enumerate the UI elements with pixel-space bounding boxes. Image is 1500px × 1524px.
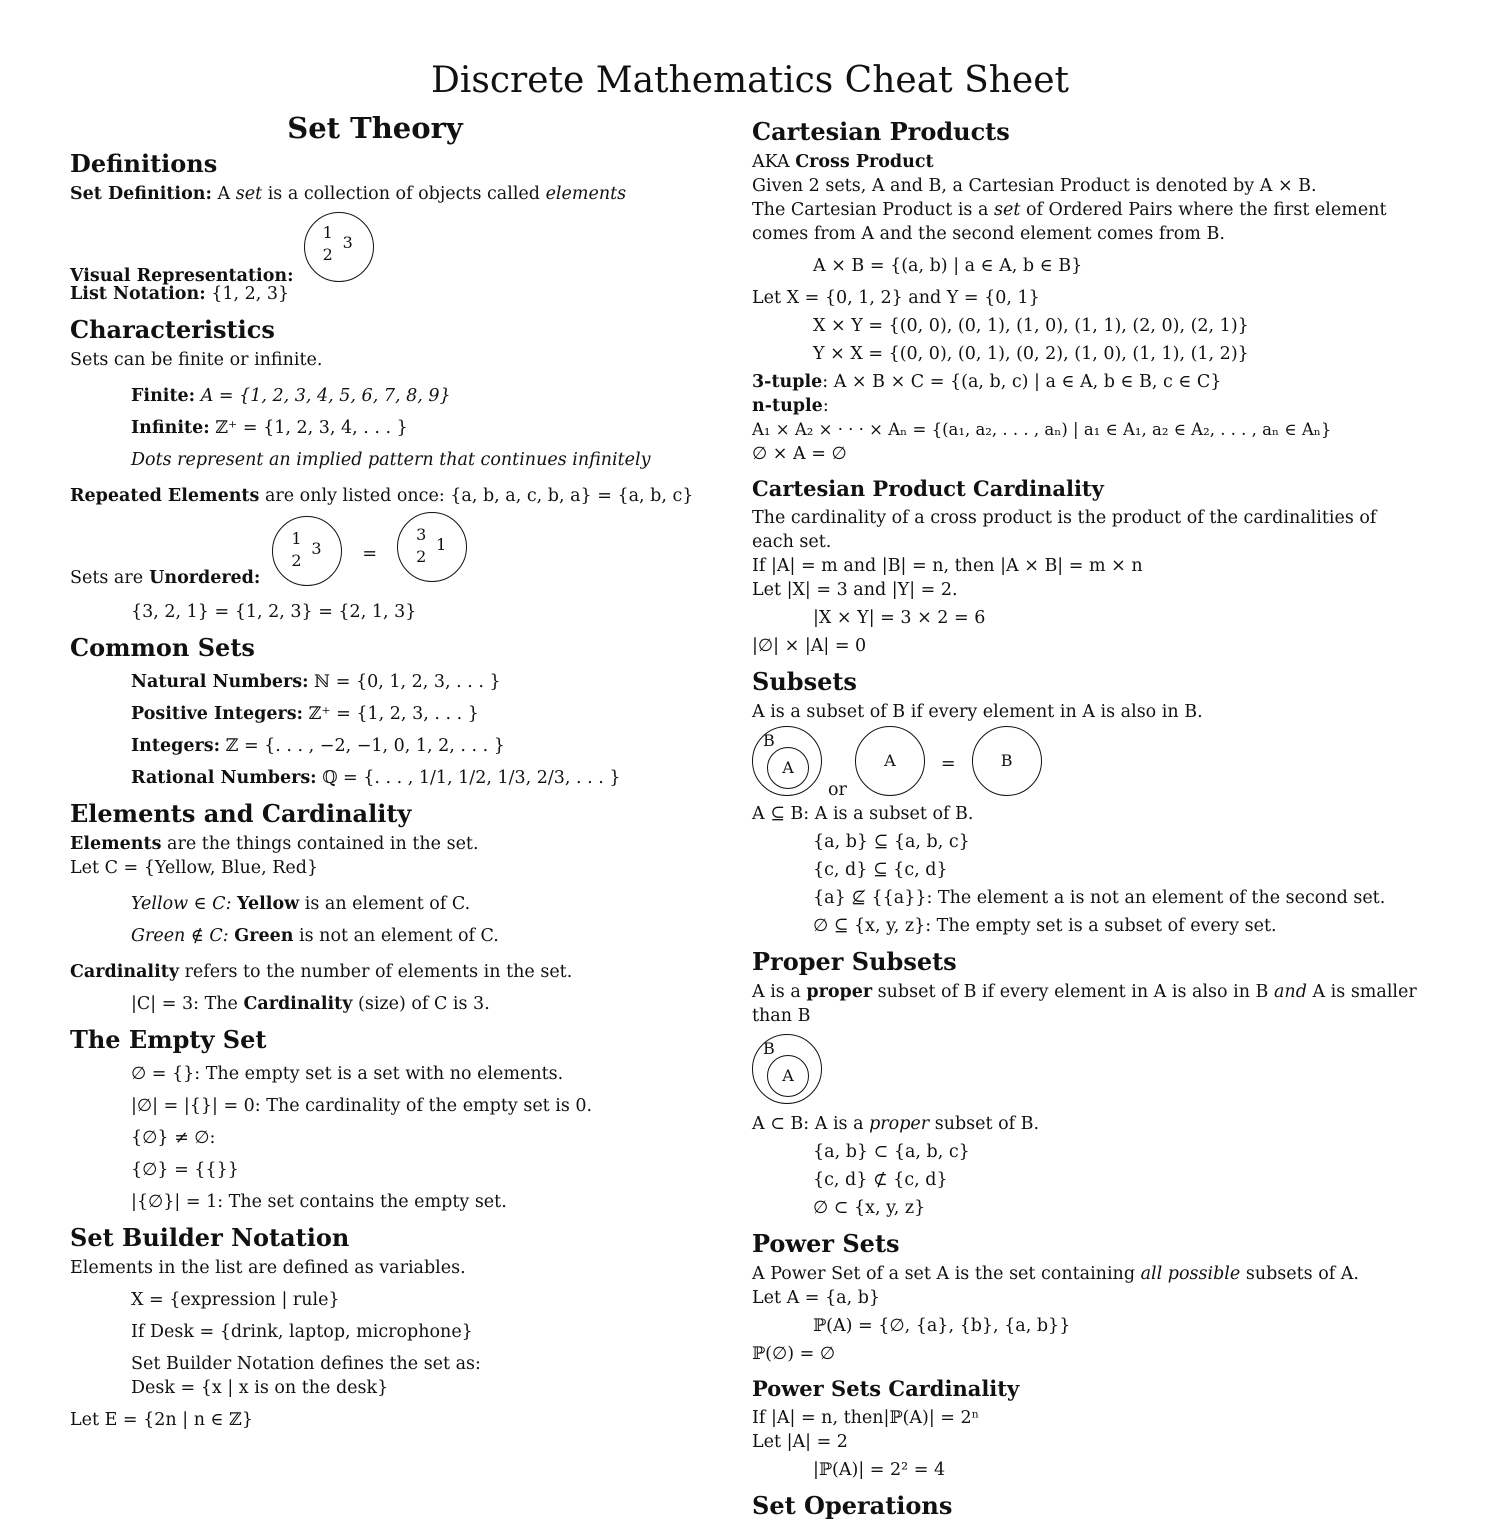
subset-def: A ⊆ B: A is a subset of B.: [752, 804, 974, 824]
power-card-let: Let |A| = 2: [752, 1432, 848, 1452]
cartesian-let: Let X = {0, 1, 2} and Y = {0, 1}: [752, 288, 1040, 308]
subset-diagram: B A or A = B: [752, 726, 1420, 802]
cardinality-example: |C| = 3: The Cardinality (size) of C is 3.: [131, 994, 490, 1014]
cartesian-description: The Cartesian Product is a set of Ordered Pairs where the first element comes from A and the second element comes from B.: [752, 200, 1387, 244]
heading-cartesian-cardinality: Cartesian Product Cardinality: [752, 476, 1104, 501]
empty-line-3: {∅} ≠ ∅:: [131, 1128, 216, 1148]
characteristics-intro: Sets can be finite or infinite.: [70, 350, 323, 370]
cartesian-def: A × B = {(a, b) | a ∈ A, b ∈ B}: [813, 256, 1083, 276]
heading-power-cardinality: Power Sets Cardinality: [752, 1376, 1020, 1401]
cartesian-ntuple-label: n-tuple:: [752, 396, 829, 416]
proper-line-3: ∅ ⊂ {x, y, z}: [813, 1198, 926, 1218]
subset-inner-circle: A: [767, 747, 809, 789]
let-c: Let C = {Yellow, Blue, Red}: [70, 858, 319, 878]
cartesian-aka: AKA Cross Product: [752, 152, 934, 172]
visual-representation: Visual Representation: 1 2 3: [70, 212, 710, 282]
heading-empty-set: The Empty Set: [70, 1025, 267, 1054]
set-circle-diagram: 1 2 3: [304, 212, 374, 282]
cart-card-let: Let |X| = 3 and |Y| = 2.: [752, 580, 958, 600]
infinite-example: Infinite: ℤ⁺ = {1, 2, 3, 4, . . . }: [131, 418, 408, 438]
subset-circle-b: B: [972, 726, 1042, 796]
common-set-integers: Integers: ℤ = {. . . , −2, −1, 0, 1, 2, . . . }: [131, 736, 505, 756]
heading-set-operations: Set Operations: [752, 1491, 953, 1520]
proper-line-1: {a, b} ⊂ {a, b, c}: [813, 1142, 970, 1162]
builder-x: X = {expression | rule}: [131, 1290, 340, 1310]
cartesian-xy: X × Y = {(0, 0), (0, 1), (1, 0), (1, 1), (2, 0), (2, 1)}: [813, 316, 1249, 336]
builder-desk-if: If Desk = {drink, laptop, microphone}: [131, 1322, 473, 1342]
dots-note: Dots represent an implied pattern that continues infinitely: [131, 450, 651, 470]
heading-characteristics: Characteristics: [70, 315, 275, 344]
cardinality-definition: Cardinality refers to the number of elements in the set.: [70, 962, 573, 982]
cartesian-3tuple: 3-tuple: A × B × C = {(a, b, c) | a ∈ A, b ∈ B, c ∈ C}: [752, 372, 1222, 392]
subset-line-4: ∅ ⊆ {x, y, z}: The empty set is a subset of every set.: [813, 916, 1277, 936]
subset-outer-circle: B A: [752, 726, 822, 796]
subset-line-3: {a} ⊈ {{a}}: The element a is not an element of the second set.: [813, 888, 1386, 908]
common-set-rational: Rational Numbers: ℚ = {. . . , 1/1, 1/2, 1/3, 2/3, . . . }: [131, 768, 621, 788]
builder-intro: Elements in the list are defined as variables.: [70, 1258, 466, 1278]
proper-def: A ⊂ B: A is a proper subset of B.: [752, 1114, 1040, 1134]
heading-cartesian-products: Cartesian Products: [752, 117, 1010, 146]
cart-card-empty: |∅| × |A| = 0: [752, 636, 867, 656]
empty-line-1: ∅ = {}: The empty set is a set with no elements.: [131, 1064, 564, 1084]
empty-line-5: |{∅}| = 1: The set contains the empty set.: [131, 1192, 507, 1212]
heading-subsets: Subsets: [752, 667, 857, 696]
builder-desk-def: Set Builder Notation defines the set as: Desk = {x | x is on the desk}: [131, 1354, 481, 1398]
green-membership: Green ∉ C: Green is not an element of C.: [131, 926, 499, 946]
subsets-text: A is a subset of B if every element in A is also in B.: [752, 702, 1203, 722]
empty-line-2: |∅| = |{}| = 0: The cardinality of the empty set is 0.: [131, 1096, 593, 1116]
heading-proper-subsets: Proper Subsets: [752, 947, 957, 976]
section-title-set-theory: Set Theory: [287, 111, 463, 145]
set-circle-b: 3 2 1: [397, 512, 467, 582]
common-set-natural: Natural Numbers: ℕ = {0, 1, 2, 3, . . . }: [131, 672, 501, 692]
heading-definitions: Definitions: [70, 149, 218, 178]
common-set-positive: Positive Integers: ℤ⁺ = {1, 2, 3, . . . }: [131, 704, 479, 724]
subset-circle-a: A: [855, 726, 925, 796]
power-pe: ℙ(∅) = ∅: [752, 1344, 836, 1364]
cart-card-calc: |X × Y| = 3 × 2 = 6: [813, 608, 986, 628]
set-circle-a: 1 2 3: [272, 516, 342, 586]
subset-line-1: {a, b} ⊆ {a, b, c}: [813, 832, 970, 852]
proper-outer-circle: B A: [752, 1034, 822, 1104]
heading-power-sets: Power Sets: [752, 1229, 900, 1258]
heading-common-sets: Common Sets: [70, 633, 255, 662]
heading-elements-cardinality: Elements and Cardinality: [70, 799, 412, 828]
empty-line-4: {∅} = {{}}: [131, 1160, 239, 1180]
cartesian-given: Given 2 sets, A and B, a Cartesian Product is denoted by A × B.: [752, 176, 1317, 196]
unordered-equation: {3, 2, 1} = {1, 2, 3} = {2, 1, 3}: [131, 602, 417, 622]
power-card-if: If |A| = n, then|ℙ(A)| = 2ⁿ: [752, 1408, 980, 1428]
power-p: ℙ(A) = {∅, {a}, {b}, {a, b}}: [813, 1316, 1071, 1336]
proper-inner-circle: A: [767, 1055, 809, 1097]
finite-example: Finite: A = {1, 2, 3, 4, 5, 6, 7, 8, 9}: [131, 386, 451, 406]
left-column: [70, 112, 710, 1432]
subset-line-2: {c, d} ⊆ {c, d}: [813, 860, 948, 880]
builder-let-e: Let E = {2n | n ∈ ℤ}: [70, 1410, 253, 1430]
set-definition: Set Definition: A set is a collection of objects called elements: [70, 184, 627, 204]
repeated-elements: Repeated Elements are only listed once: {a, b, a, c, b, a} = {a, b, c}: [70, 486, 694, 506]
proper-line-2: {c, d} ⊄ {c, d}: [813, 1170, 948, 1190]
right-column: [752, 112, 1420, 1524]
yellow-membership: Yellow ∈ C: Yellow is an element of C.: [131, 894, 471, 914]
cartesian-empty: ∅ × A = ∅: [752, 444, 847, 464]
cart-card-text: The cardinality of a cross product is the product of the cardinalities of each set.: [752, 508, 1377, 552]
elements-definition: Elements are the things contained in the set.: [70, 834, 479, 854]
power-text: A Power Set of a set A is the set containing all possible subsets of A.: [752, 1264, 1359, 1284]
cart-card-if: If |A| = m and |B| = n, then |A × B| = m × n: [752, 556, 1143, 576]
power-card-calc: |ℙ(A)| = 2² = 4: [813, 1460, 946, 1480]
unordered-row: Sets are Unordered: 1 2 3 = 3 2 1: [70, 512, 710, 586]
proper-text: A is a proper subset of B if every element in A is also in B and A is smaller than B: [752, 982, 1417, 1026]
page-title: Discrete Mathematics Cheat Sheet: [430, 60, 1069, 101]
cartesian-yx: Y × X = {(0, 0), (0, 1), (0, 2), (1, 0), (1, 1), (1, 2)}: [813, 344, 1249, 364]
cartesian-ntuple: A₁ × A₂ × · · · × Aₙ = {(a₁, a₂, . . . , aₙ) | a₁ ∈ A₁, a₂ ∈ A₂, . . . , aₙ ∈ Aₙ}: [752, 420, 1332, 439]
power-let: Let A = {a, b}: [752, 1288, 881, 1308]
heading-set-builder: Set Builder Notation: [70, 1223, 350, 1252]
list-notation: List Notation: {1, 2, 3}: [70, 284, 290, 304]
